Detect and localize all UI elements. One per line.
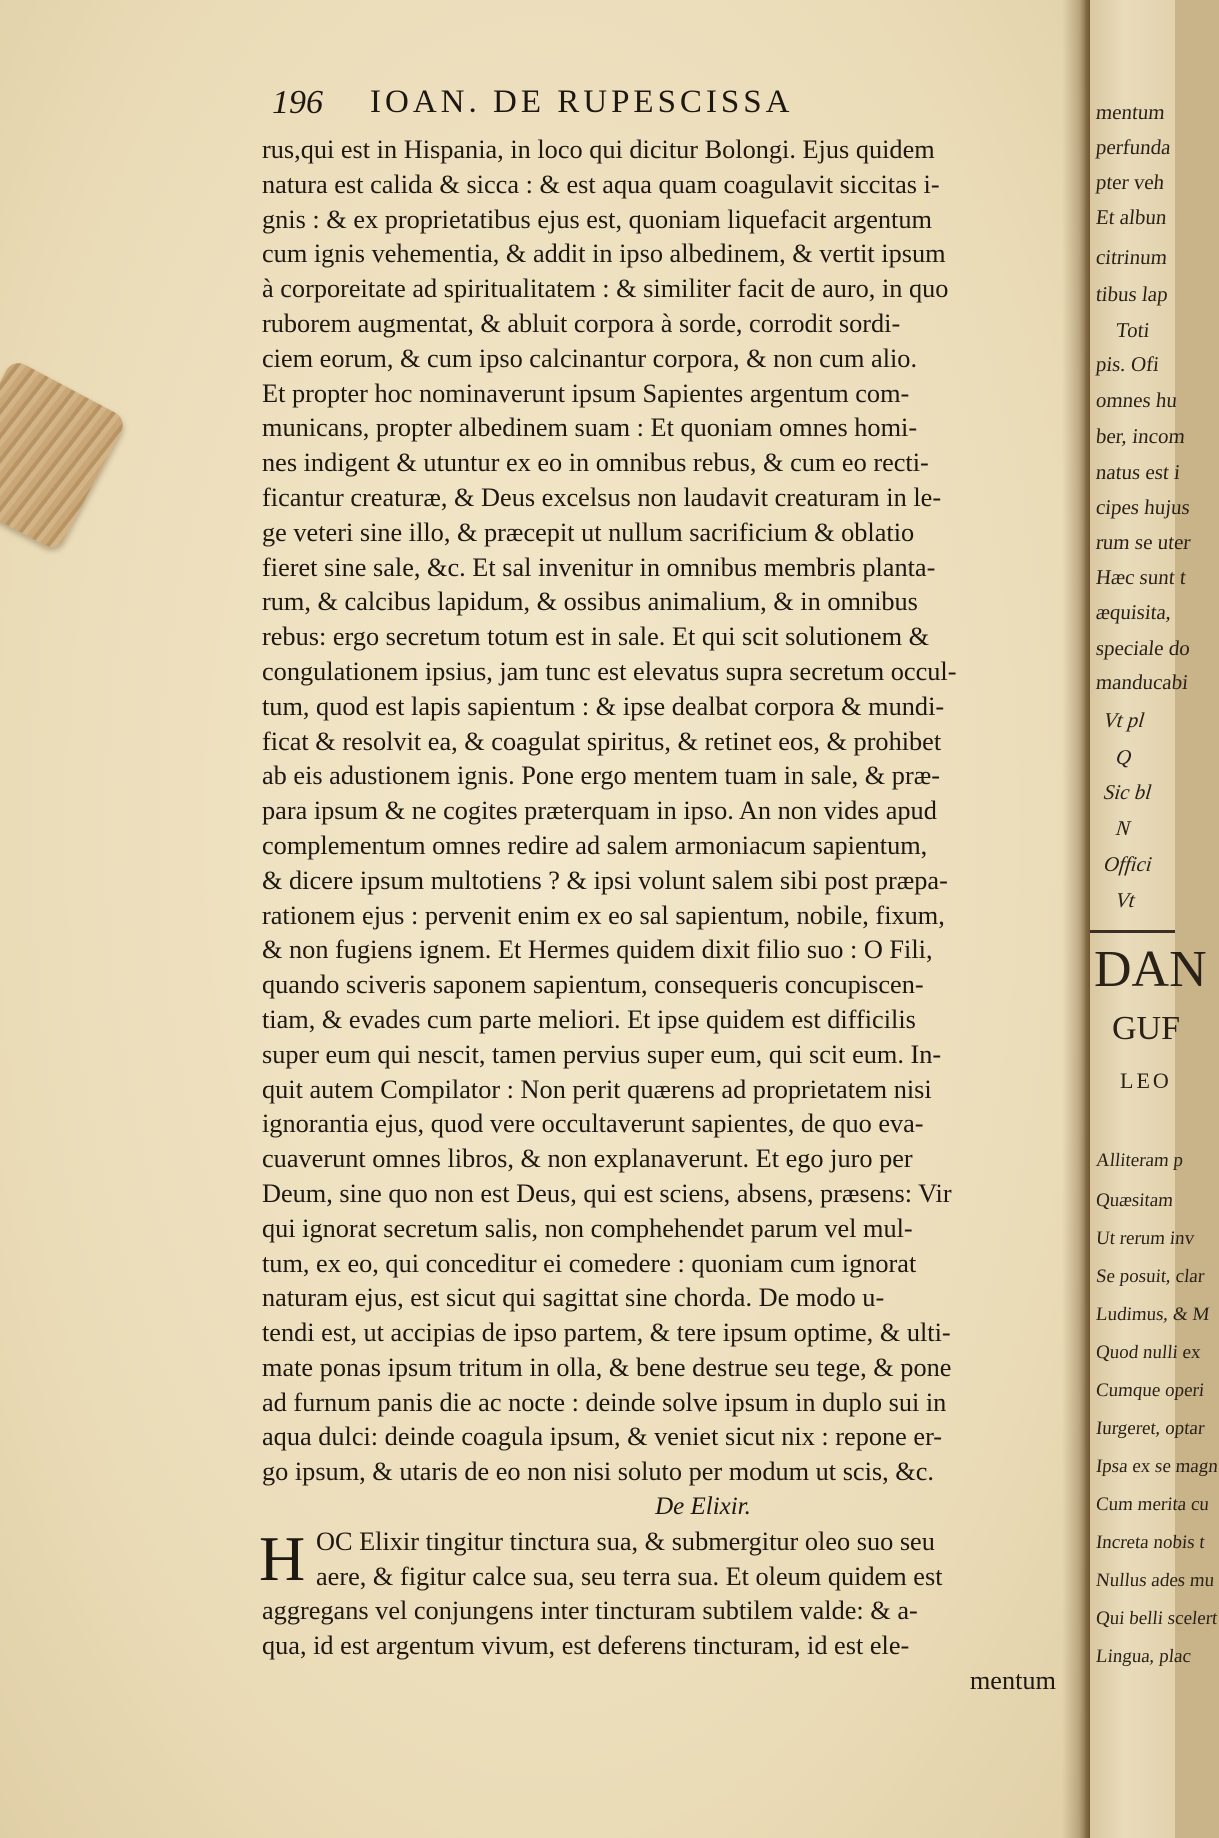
text-line: aere, & figitur calce sua, seu terra sua. Et oleum quidem est [316,1561,943,1591]
text-line: ficat & resolvit ea, & coagulat spiritus, & retinet eos, & prohibet [262,726,942,756]
text-line: cum ignis vehementia, & addit in ipso albedinem, & vertit ipsum [262,239,946,269]
facing-text-fragment: Vt pl [1102,708,1146,732]
text-line: natura est calida & sicca : & est aqua quam coagulavit siccitas i- [262,169,940,199]
facing-text-fragment: æquisita, [1094,600,1173,624]
facing-text-fragment: Et albun [1094,205,1168,229]
catchword: mentum [969,1666,1056,1696]
facing-text-fragment: Qui belli scelert [1094,1608,1219,1629]
text-line: aqua dulci: deinde coagula ipsum, & veniet sicut nix : repone er- [262,1422,943,1452]
facing-text-fragment: citrinum [1094,245,1169,269]
text-line: Deum, sine quo non est Deus, qui est sciens, absens, præsens: Vir [262,1178,952,1208]
text-line: rus,qui est in Hispania, in loco qui dicitur Bolongi. Ejus quidem [262,135,935,164]
text-line: gnis : & ex proprietatibus ejus est, quoniam liquefacit argentum [262,204,932,234]
facing-text-fragment: mentum [1094,100,1167,124]
facing-text-fragment: tibus lap [1094,282,1170,306]
text-line: cuaverunt omnes libros, & non explanaverunt. Et ego juro per [262,1144,913,1174]
text-line: para ipsum & ne cogites præterquam in ipso. An non vides apud [262,796,937,826]
facing-text-fragment: N [1114,816,1132,840]
text-line: ignorantia ejus, quod vere occultaverunt sapientes, de quo eva- [262,1109,924,1139]
text-line: naturam ejus, est sicut qui sagittat sine chorda. De modo u- [262,1283,885,1313]
body-text [259,133,1074,1699]
text-line: ficantur creaturæ, & Deus excelsus non laudavit creaturam in le- [262,482,942,512]
text-line: tiam, & evades cum parte meliori. Et ipse quidem est difficilis [262,1004,916,1034]
facing-text-fragment: Quæsitam [1094,1190,1175,1211]
facing-text-fragment: Increta nobis t [1094,1532,1206,1553]
facing-text-fragment: pis. Ofi [1094,352,1161,376]
facing-text-fragment: Cum merita cu [1094,1494,1211,1515]
text-line: ge veteri sine illo, & præcepit ut nullum sacrificium & oblatio [262,517,915,547]
text-line: rum, & calcibus lapidum, & ossibus animalium, & in omnibus [262,587,918,617]
text-line: congulationem ipsius, jam tunc est elevatus supra secretum occul- [262,656,957,686]
text-line: Et propter hoc nominaverunt ipsum Sapientes argentum com- [262,378,910,408]
facing-text-fragment: Lingua, plac [1094,1646,1193,1667]
running-title: IOAN. DE RUPESCISSA [370,84,794,120]
text-line: quando sciveris saponem sapientum, consequeris concupiscen- [262,970,924,1000]
text-line: OC Elixir tingitur tinctura sua, & submergitur oleo suo seu [316,1526,935,1556]
facing-text-fragment: manducabi [1094,670,1190,694]
text-line: nes indigent & utuntur ex eo in omnibus rebus, & cum eo recti- [262,448,929,478]
facing-text-fragment: Se posuit, clar [1094,1266,1206,1287]
facing-text-fragment: Ludimus, & M [1094,1304,1211,1325]
facing-text-fragment: Toti [1114,318,1151,342]
text-line: & dicere ipsum multotiens ? & ipsi volunt salem sibi post præpa- [262,865,948,895]
text-line: municans, propter albedinem suam : Et quoniam omnes homi- [262,413,918,443]
text-line: ciem eorum, & cum ipso calcinantur corpora, & non cum alio. [262,343,918,373]
facing-text-fragment: Offici [1102,852,1154,876]
elixir-paragraph [259,1522,1074,1664]
text-line: qui ignorat secretum salis, non comphehendet parum vel mul- [262,1213,913,1243]
facing-text-fragment: Ut rerum inv [1094,1228,1196,1249]
text-line: ruborem augmentat, & abluit corpora à sorde, corrodit sordi- [262,308,901,338]
facing-text-fragment: Q [1114,745,1133,769]
facing-text-fragment: Iurgeret, optar [1094,1418,1206,1439]
text-line: à corporeitate ad spiritualitatem : & similiter facit de auro, in quo [262,274,949,304]
book-gutter [1062,0,1090,1838]
facing-subheading: GUF [1112,1010,1181,1047]
facing-heading: DAN [1094,941,1207,998]
text-line: go ipsum, & utaris de eo non nisi soluto per modum ut scis, &c. [262,1457,934,1487]
paper-bookmark [0,358,128,551]
text-line: aggregans vel conjungens inter tincturam subtilem valde: & a- [262,1596,918,1626]
text-line: ad furnum panis die ac nocte : deinde solve ipsum in duplo sui in [262,1387,947,1417]
facing-small-heading: LEO [1120,1068,1172,1093]
text-line: tum, quod est lapis sapientum : & ipse dealbat corpora & mundi- [262,691,945,721]
text-line: ab eis adustionem ignis. Pone ergo mentem tuam in sale, & præ- [262,761,941,791]
page-number: 196 [272,84,323,121]
facing-text-fragment: natus est i [1094,460,1182,484]
facing-page-edge [1090,0,1219,1838]
text-line: super eum qui nescit, tamen pervius super eum, qui scit eum. In- [262,1039,942,1069]
text-line: rebus: ergo secretum totum est in sale. Et qui scit solutionem & [262,622,930,652]
facing-text-fragment: Quod nulli ex [1094,1342,1202,1363]
facing-text-fragment: Ipsa ex se magn [1094,1456,1219,1477]
page-header [272,84,1052,132]
facing-text-fragment: Cumque operi [1094,1380,1206,1401]
facing-text-fragment: Vt [1114,888,1136,912]
section-heading: De Elixir. [655,1493,751,1521]
facing-text-fragment: cipes hujus [1094,495,1192,519]
facing-text-fragment: Hæc sunt t [1094,565,1188,589]
facing-text-fragment: Nullus ades mu [1094,1570,1216,1591]
facing-text-fragment: speciale do [1094,636,1192,660]
facing-text-fragment: Alliteram p [1094,1150,1185,1171]
text-line: quit autem Compilator : Non perit quærens ad proprietatem nisi [262,1074,932,1104]
facing-text-fragment: Sic bl [1102,780,1153,804]
drop-capital: H [259,1522,306,1594]
facing-text-fragment: pter veh [1094,170,1166,194]
text-line: & non fugiens ignem. Et Hermes quidem dixit filio suo : O Fili, [262,935,933,965]
facing-text-fragment: perfunda [1094,135,1172,159]
facing-text-fragment: omnes hu [1094,388,1179,412]
facing-rule [1090,930,1175,933]
text-line: tum, ex eo, qui conceditur ei comedere : quoniam cum ignorat [262,1248,917,1278]
facing-text-fragment: rum se uter [1094,530,1192,554]
text-line: complementum omnes redire ad salem armoniacum sapientum, [262,830,928,860]
text-line: mate ponas ipsum tritum in olla, & bene destrue seu tege, & pone [262,1352,952,1382]
facing-text-fragment: ber, incom [1094,424,1187,448]
text-line: qua, id est argentum vivum, est deferens tincturam, id est ele- [262,1631,910,1661]
text-line: rationem ejus : pervenit enim ex eo sal sapientum, nobile, fixum, [262,900,945,930]
text-line: fieret sine sale, &c. Et sal invenitur in omnibus membris planta- [262,552,936,582]
text-line: tendi est, ut accipias de ipso partem, & tere ipsum optime, & ulti- [262,1318,951,1348]
